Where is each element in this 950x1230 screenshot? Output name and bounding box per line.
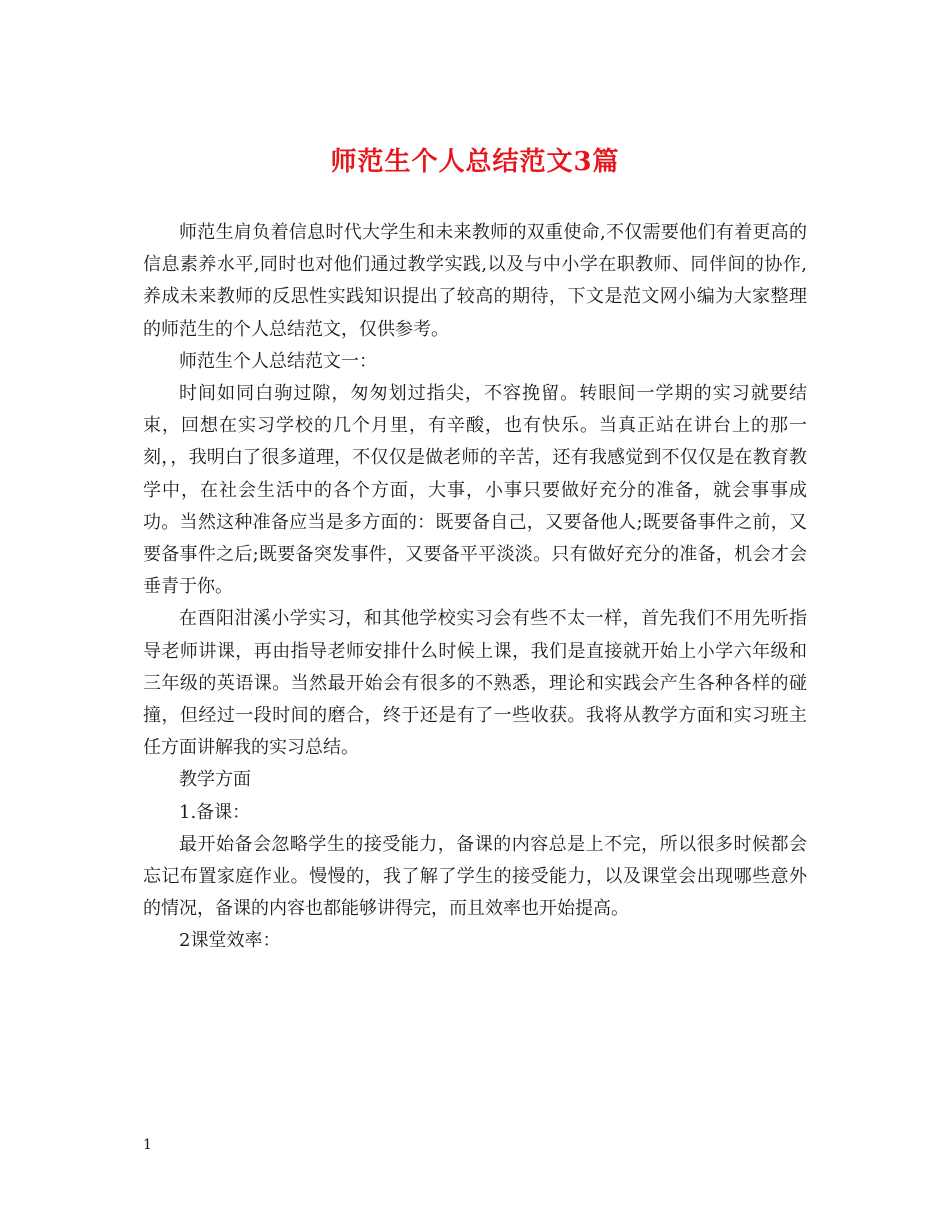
body-paragraph: 时间如同白驹过隙，匆匆划过指尖，不容挽留。转眼间一学期的实习就要结束，回想在实习学校的几个月里，有辛酸，也有快乐。当真正站在讲台上的那一刻，，我明白了很多道理，不仅仅是做老师的辛苦，还有我感觉到不仅仅是在教育教学中，在社会生活中的各个方面，大事，小事只要做好充分的准备，就会事事成功。当然这种准备应当是多方面的：既要备自己，又要备他人;既要备事件之前，又要备事件之后;既要备突发事件，又要备平平淡淡。只有做好充分的准备，机会才会垂青于你。: [143, 383, 807, 598]
intro-paragraph: 师范生肩负着信息时代大学生和未来教师的双重使命,不仅需要他们有着更高的信息素养水平,同时也对他们通过教学实践,以及与中小学在职教师、同伴间的协作,养成未来教师的反思性实践知识提出了较高的期待，下文是范文网小编为大家整理的师范生的个人总结范文，仅供参考。: [143, 222, 807, 340]
section-heading-sample-one: 师范生个人总结范文一：: [179, 350, 377, 372]
page-number: 1: [143, 1137, 152, 1153]
body-paragraph: 最开始备会忽略学生的接受能力，备课的内容总是上不完，所以很多时候都会忘记布置家庭作业。慢慢的，我了解了学生的接受能力，以及课堂会出现哪些意外的情况，备课的内容也都能够讲得完，而且效率也开始提高。: [143, 833, 807, 920]
subheading-class-efficiency: 2课堂效率：: [179, 930, 281, 952]
subheading-lesson-prep: 1.备课：: [179, 801, 251, 823]
document-title: 师范生个人总结范文3篇: [330, 147, 620, 177]
body-paragraph: 在酉阳泔溪小学实习，和其他学校实习会有些不太一样，首先我们不用先听指导老师讲课，再由指导老师安排什么时候上课，我们是直接就开始上小学六年级和三年级的英语课。当然最开始会有很多的不熟悉，理论和实践会产生各种各样的碰撞，但经过一段时间的磨合，终于还是有了一些收获。我将从教学方面和实习班主任方面讲解我的实习总结。: [143, 608, 807, 759]
document-body: [143, 217, 807, 958]
section-heading-teaching: 教学方面: [179, 769, 251, 791]
